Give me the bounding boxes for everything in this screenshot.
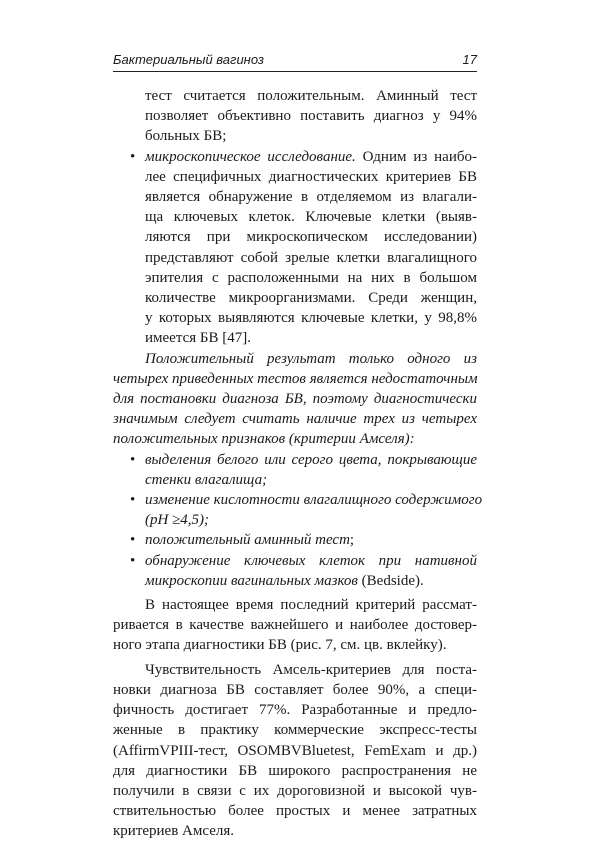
text-line: ного этапа диагностики БВ (рис. 7, см. цв. вклейку). <box>113 637 447 654</box>
page-body <box>113 86 483 842</box>
bullet-mark: • <box>130 532 136 549</box>
text-line: для диагностики БВ широкого распространения не <box>113 762 477 779</box>
criterion-2 <box>113 490 483 530</box>
text-line: положительный аминный тест <box>145 532 350 549</box>
chapter-title: Бактериальный вагиноз <box>113 52 264 67</box>
text-line: четырех приведенных тестов является недостаточным <box>113 370 478 387</box>
text-line: имеется БВ [47]. <box>145 330 251 347</box>
text-line: позволяет объективно поставить диагноз у 94% <box>145 108 477 125</box>
text-line: значимым следует считать наличие трех из четырех <box>113 411 477 428</box>
text-line: ривается в качестве важнейшего и наиболее достовер- <box>113 617 477 634</box>
text-line: тест считается положительным. Аминный тест <box>145 88 477 104</box>
italic-paragraph <box>113 349 477 450</box>
text-line: изменение кислотности влагалищного содержимого <box>145 492 483 509</box>
paragraph-1 <box>113 595 477 656</box>
paragraph-2 <box>113 660 477 842</box>
text-line: ствительностью более простых и менее затратных <box>113 803 477 820</box>
text-line: ща ключевых клеток. Ключевые клетки (выяв- <box>145 209 477 226</box>
criterion-3 <box>113 530 477 550</box>
text-line: количестве микроорганизмами. Среди женщин, <box>145 290 477 307</box>
text-line: обнаружение ключевых клеток при нативной <box>145 552 477 569</box>
bullet-mark: • <box>130 492 136 509</box>
text-line: фичность достигает 77%. Разработанные и предло- <box>113 702 477 719</box>
text-line: микроскопии вагинальных мазков <box>145 572 358 589</box>
text-line: новки диагноза БВ составляет более 90%, а специ- <box>113 681 477 698</box>
text-line: является обнаружение в отделяемом из влагали- <box>145 189 477 206</box>
page-number: 17 <box>462 52 477 67</box>
text-line: лее специфичных диагностических критериев БВ <box>145 168 477 185</box>
text-line: женные в практику коммерческие экспресс-тесты <box>113 722 477 739</box>
text-line: (AffirmVPIII-тест, OSOMBVBluetest, FemExam и др.) <box>113 742 477 759</box>
text-line: получили в связи с их дороговизной и высокой чув- <box>113 782 477 799</box>
text-line: (Bedside). <box>357 572 424 589</box>
header-rule <box>113 71 477 72</box>
text-line: для постановки диагноза БВ, поэтому диагностически <box>113 391 477 408</box>
text-line: представляют собой зрелые клетки влагалищного <box>145 249 477 266</box>
bullet-mark: • <box>130 148 136 165</box>
microscopy-bullet <box>113 147 477 349</box>
text-line: у которых выявляются ключевые клетки, у 98,8% <box>145 310 477 327</box>
criterion-1 <box>113 450 477 490</box>
text-line: (рН ≥4,5); <box>145 512 210 529</box>
bullet-mark: • <box>130 552 136 569</box>
text-line: Положительный результат только одного из <box>145 350 477 367</box>
text-line: стенки влагалища; <box>145 471 268 488</box>
continuation-text <box>113 86 477 147</box>
text-line: Одним из наибо- <box>355 148 477 165</box>
bullet-mark: • <box>130 451 136 468</box>
text-line: Чувствительность Амсель-критериев для поста- <box>145 661 477 678</box>
text-line: положительных признаков (критерии Амселя): <box>113 431 415 448</box>
text-line: больных БВ; <box>145 128 227 145</box>
text-line: эпителия с расположенными на них в большом <box>145 269 477 286</box>
text-line: В настоящее время последний критерий рассмат- <box>145 597 477 614</box>
text-line: выделения белого или серого цвета, покрывающие <box>145 451 477 468</box>
criterion-4 <box>113 551 477 591</box>
text-line: ляются при микроскопическом исследовании) <box>145 229 477 246</box>
text-line: критериев Амселя. <box>113 823 235 840</box>
text-line: ; <box>349 532 355 549</box>
microscopy-term: микроскопическое исследование. <box>145 148 356 165</box>
